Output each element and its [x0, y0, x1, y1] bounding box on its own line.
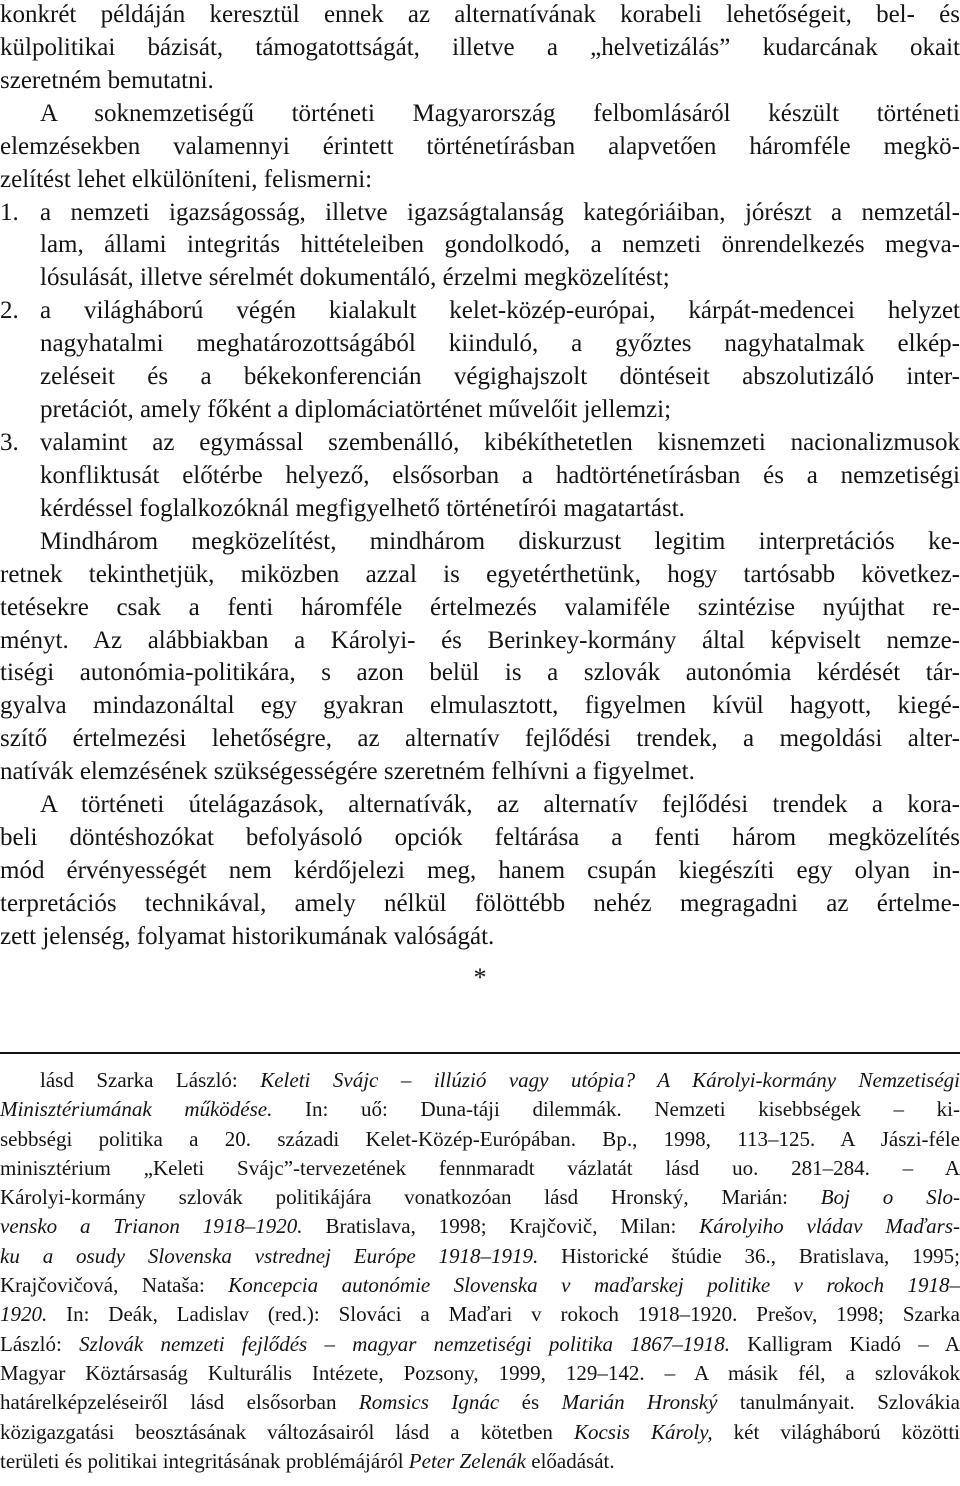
footnote-line [0, 1095, 960, 1124]
body-text-line: konkrét példáján keresztül ennek az alternatívának korabeli lehetőségeit, bel- és [0, 1, 960, 28]
list-item-line: zeléseit és a békekonferencián végighajszolt döntéseit abszolutizáló inter- [40, 363, 960, 391]
footnote-citation-title: Szlovák nemzeti fejlődés – magyar nemzetiségi politika 1867–1918. [79, 1331, 731, 1356]
footnote-citation-title: 1920. [0, 1302, 48, 1327]
body-text-line: Mindhárom megközelítést, mindhárom diskurzust legitim interpretációs ke- [40, 527, 960, 555]
body-text-line: ményt. Az alábbiakban a Károlyi- és Berinkey-kormány által képviselt nemze- [0, 626, 960, 654]
footnote-text: László: [0, 1331, 80, 1356]
footnote-text: In: uő: Duna-táji dilemmák. Nemzeti kisebbségek – ki- [272, 1097, 960, 1122]
list-item-number: 1. [0, 198, 19, 226]
footnote-line [0, 1447, 960, 1476]
footnote-citation-title: Minisztériumának működése. [0, 1097, 273, 1122]
footnote-text: sebbségi politika a 20. századi Kelet-Közép-Európában. Bp., 1998, 113–125. A Jászi-féle [0, 1126, 960, 1151]
footnote-citation-title: vensko a Trianon 1918–1920. [0, 1214, 303, 1239]
footnote-rule [0, 1052, 960, 1054]
list-item-number: 3. [0, 428, 19, 456]
footnote-line [0, 1154, 960, 1183]
footnote [0, 1066, 960, 1476]
list-item-line: valamint az egymással szembenálló, kibékíthetetlen kisnemzeti nacionalizmusok [40, 428, 960, 456]
footnote-line [0, 1183, 960, 1212]
footnote-citation-title: Boj o Slo- [820, 1185, 960, 1210]
footnote-line [0, 1330, 960, 1359]
footnote-line [0, 1418, 960, 1447]
list-item-line: a világháború végén kialakult kelet-közép-európai, kárpát-medencei helyzet [40, 297, 960, 325]
list-item-number: 2. [0, 297, 19, 325]
body-text-line: szítő értelmezési lehetőségre, az alternatív fejlődési trendek, a megoldási alter- [0, 725, 960, 753]
footnote-text: Historické štúdie 36., Bratislava, 1995; [538, 1243, 960, 1268]
body-text-line: mód érvényességét nem kérdőjelezi meg, hanem csupán kiegészíti egy olyan in- [0, 856, 960, 884]
list-item-line: konfliktusát előtérbe helyező, elsősorban a hadtörténetírásban és a nemzetiségi [40, 461, 960, 489]
footnote-line [0, 1359, 960, 1388]
footnote-author-name: Romsics Ignác [358, 1390, 500, 1415]
footnote-text: területi és politikai integritásának problémájáról [0, 1448, 409, 1473]
footnote-citation-title: Koncepcia autonómie Slovenska v maďarskej politike v rokoch 1918– [228, 1273, 960, 1298]
approaches-list [0, 197, 960, 526]
footnote-text: előadását. [526, 1448, 615, 1473]
footnote-author-name: Kocsis Károly, [573, 1419, 713, 1444]
body-text-line: szeretném bemutatni. [0, 66, 214, 94]
footnote-line [0, 1066, 960, 1095]
list-item-line: lam, állami integritás hittételeiben gondolkodó, a nemzeti önrendelkezés megva- [40, 231, 960, 259]
section-separator-asterisk: * [473, 963, 487, 992]
footnote-text: minisztérium „Keleti Svájc”-tervezetének fennmaradt vázlatát lásd uo. 281–284. – A [0, 1155, 960, 1180]
footnote-citation-title: Keleti Svájc – illúzió vagy utópia? A Károlyi-kormány Nemzetiségi [260, 1068, 960, 1092]
body-text-line: tiségi autonómia-politikára, s azon belül is a szlovák autonómia kérdését tár- [0, 659, 960, 687]
footnote-text: Kalligram Kiadó – A [730, 1331, 960, 1356]
footnote-line [0, 1300, 960, 1329]
footnote-text: Magyar Köztársaság Kulturális Intézete, Pozsony, 1999, 129–142. – A másik fél, a szlovákok [0, 1360, 960, 1385]
body-text-line: külpolitikai bázisát, támogatottságát, illetve a „helvetizálás” kudarcának okait [0, 33, 960, 61]
list-item-line: kérdéssel foglalkozóknál megfigyelhető történetírói magatartást. [40, 494, 685, 522]
footnote-text: Bratislava, 1998; Krajčovič, Milan: [302, 1214, 700, 1239]
body-text-line: terpretációs technikával, amely nélkül fölöttébb nehéz megragadni az értelme- [0, 889, 960, 917]
list-item-line: a nemzeti igazságosság, illetve igazságtalanság kategóriáiban, jórészt a nemzetál- [40, 198, 960, 226]
footnote-text: In: Deák, Ladislav (red.): Slováci a Maďari v rokoch 1918–1920. Prešov, 1998; Szarka [47, 1302, 960, 1327]
paragraph-alternatives [0, 789, 960, 954]
footnote-citation-title: Károlyiho vládav Maďars- [699, 1214, 960, 1239]
footnote-text: határelképzeléseiről lásd elsősorban [0, 1390, 359, 1415]
footnote-line [0, 1271, 960, 1300]
body-text-line: natívák elemzésének szükségességére szeretném felhívni a figyelmet. [0, 758, 695, 786]
footnote-citation-title: ku a osudy Slovenska vstrednej Európe 1918–1919. [0, 1243, 539, 1268]
paragraph-discourse [0, 526, 960, 789]
body-text-line: elemzésekben valamennyi érintett történetírásban alapvetően háromféle megkö- [0, 132, 960, 160]
list-item-line: pretációt, amely főként a diplomáciatörténet művelőit jellemzi; [40, 396, 672, 424]
body-text-line: A történeti útelágazások, alternatívák, az alternatív fejlődési trendek a kora- [40, 791, 960, 819]
list-item [0, 197, 960, 296]
footnote-text: lásd Szarka László: [40, 1068, 261, 1092]
footnote-line [0, 1212, 960, 1241]
body-text-line: zett jelenség, folyamat historikumának valóságát. [0, 922, 495, 950]
list-item-line: nagyhatalmi meghatározottságából kiinduló, a győztes nagyhatalmak elkép- [40, 330, 960, 358]
body-text-line: tetésekre csak a fenti háromféle értelmezés valamiféle szintézise nyújthat re- [0, 593, 960, 621]
footnote-text: közigazgatási beosztásának változásairól lásd a kötetben [0, 1419, 574, 1444]
footnote-text: tanulmányait. Szlovákia [717, 1390, 960, 1415]
footnote-line [0, 1388, 960, 1417]
footnote-text: és [499, 1390, 562, 1415]
body-text-line: zelítést lehet elkülöníteni, felismerni: [0, 165, 373, 193]
paragraph-intro [0, 0, 960, 98]
footnote-text: két világháború közötti [712, 1419, 960, 1444]
footnote-line [0, 1242, 960, 1271]
list-item [0, 427, 960, 526]
body-text-line: gyalva mindazonáltal egy gyakran elmulasztott, figyelmen kívül hagyott, kiegé- [0, 692, 960, 720]
footnote-line [0, 1125, 960, 1154]
footnote-author-name: Marián Hronský [561, 1390, 718, 1415]
body-text-line: beli döntéshozókat befolyásoló opciók feltárása a fenti három megközelítés [0, 824, 960, 852]
footnote-text: Károlyi-kormány szlovák politikájára vonatkozóan lásd Hronský, Marián: [0, 1185, 821, 1210]
paragraph-approaches [0, 98, 960, 197]
body-text-line: retnek tekinthetjük, miközben azzal is egyetérthetünk, hogy tartósabb következ- [0, 560, 960, 588]
footnote-author-name: Peter Zelenák [408, 1448, 526, 1473]
list-item-line: lósulását, illetve sérelmét dokumentáló, érzelmi megközelítést; [40, 264, 670, 292]
list-item [0, 295, 960, 427]
footnote-text: Krajčovičová, Nataša: [0, 1273, 229, 1298]
body-text-line: A soknemzetiségű történeti Magyarország felbomlásáról készült történeti [40, 99, 960, 127]
